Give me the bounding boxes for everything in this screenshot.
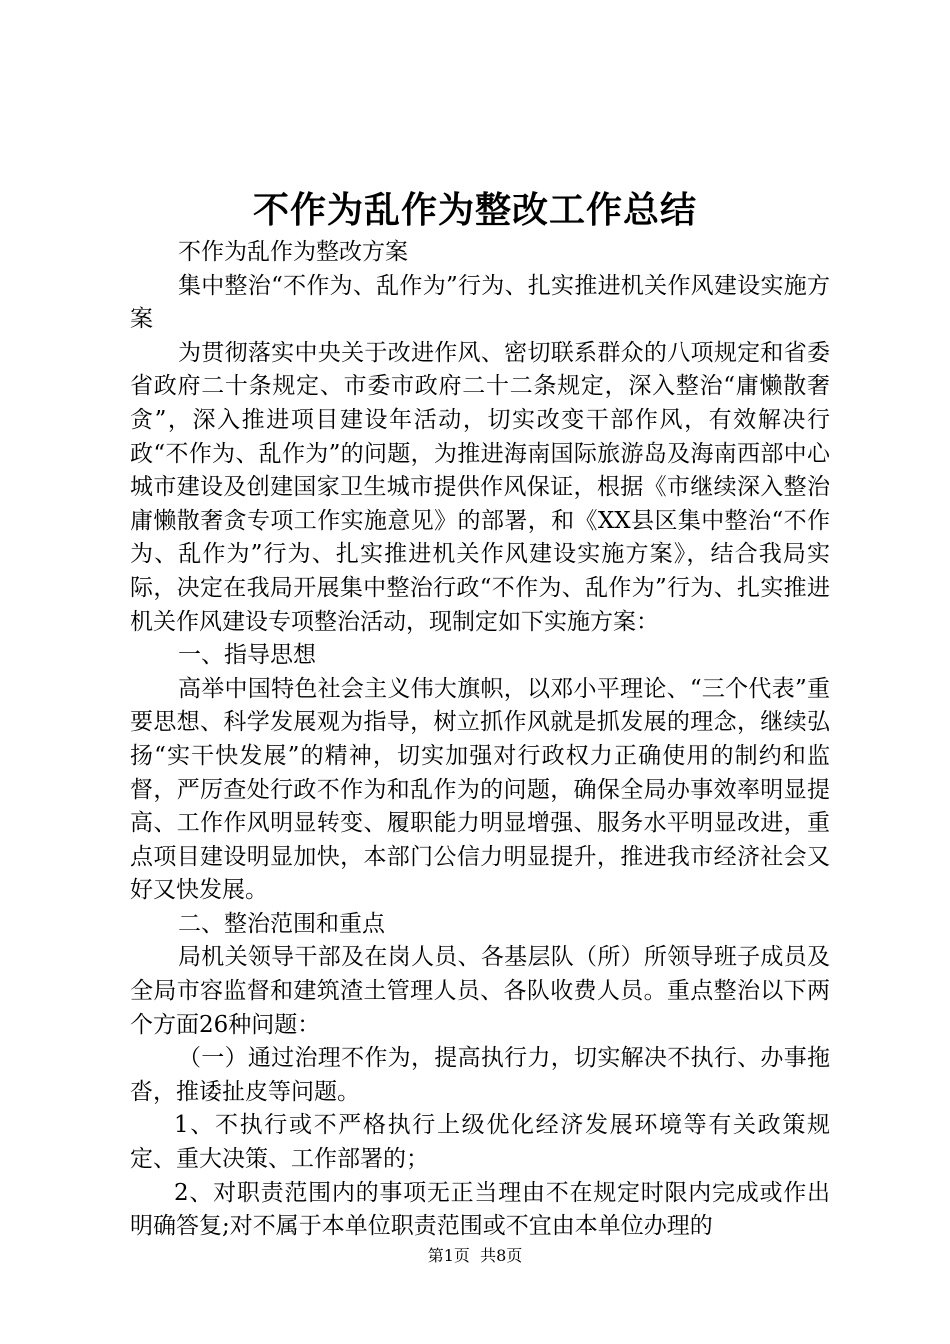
paragraph-guiding-ideology: 高举中国特色社会主义伟大旗帜，以邓小平理论、“三个代表”重要思想、科学发展观为指导，树立抓作风就是抓发展的理念，继续弘扬“实干快发展”的精神，切实加强对行政权力正确使用的制约和监督，严厉查处行政不作为和乱作为的问题，确保全局办事效率明显提高、工作作风明显转变、履职能力明显增强、服务水平明显改进，重点项目建设明显加快，本部门公信力明显提升，推进我市经济社会又好又快发展。 [130,675,830,904]
paragraph-scope: 局机关领导干部及在岗人员、各基层队（所）所领导班子成员及全局市容监督和建筑渣土管理人员、各队收费人员。重点整治以下两个方面26种问题： [130,944,830,1038]
paragraph-intro: 为贯彻落实中央关于改进作风、密切联系群众的八项规定和省委省政府二十条规定、市委市政府二十二条规定，深入整治“庸懒散奢贪”，深入推进项目建设年活动，切实改变干部作风，有效解决行政“不作为、乱作为”的问题，为推进海南国际旅游岛及海南西部中心城市建设及创建国家卫生城市提供作风保证，根据《市继续深入整治庸懒散奢贪专项工作实施意见》的部署，和《XX县区集中整治“不作为、乱作为”行为、扎实推进机关作风建设实施方案》，结合我局实际，决定在我局开展集中整治行政“不作为、乱作为”行为、扎实推进机关作风建设专项整治活动，现制定如下实施方案： [130,339,830,635]
list-item-2: 2、对职责范围内的事项无正当理由不在规定时限内完成或作出明确答复;对不属于本单位职责范围或不宜由本单位办理的 [130,1179,830,1240]
paragraph-subtitle: 不作为乱作为整改方案 [178,239,408,265]
page-number-label: 第1页 共8页 [427,1246,523,1265]
list-item-1: 1、不执行或不严格执行上级优化经济发展环境等有关政策规定、重大决策、工作部署的； [130,1112,830,1173]
page-title: 不作为乱作为整改工作总结 [252,189,697,231]
document-body [130,236,830,1244]
heading-scope-focus: 二、整治范围和重点 [178,910,385,937]
paragraph-plan-title: 集中整治“不作为、乱作为”行为、扎实推进机关作风建设实施方案 [130,272,830,333]
paragraph-section-one: （一）通过治理不作为，提高执行力，切实解决不执行、办事拖沓，推诿扯皮等问题。 [130,1045,830,1105]
heading-guiding-ideology: 一、指导思想 [178,642,316,669]
page-footer [0,1245,950,1267]
